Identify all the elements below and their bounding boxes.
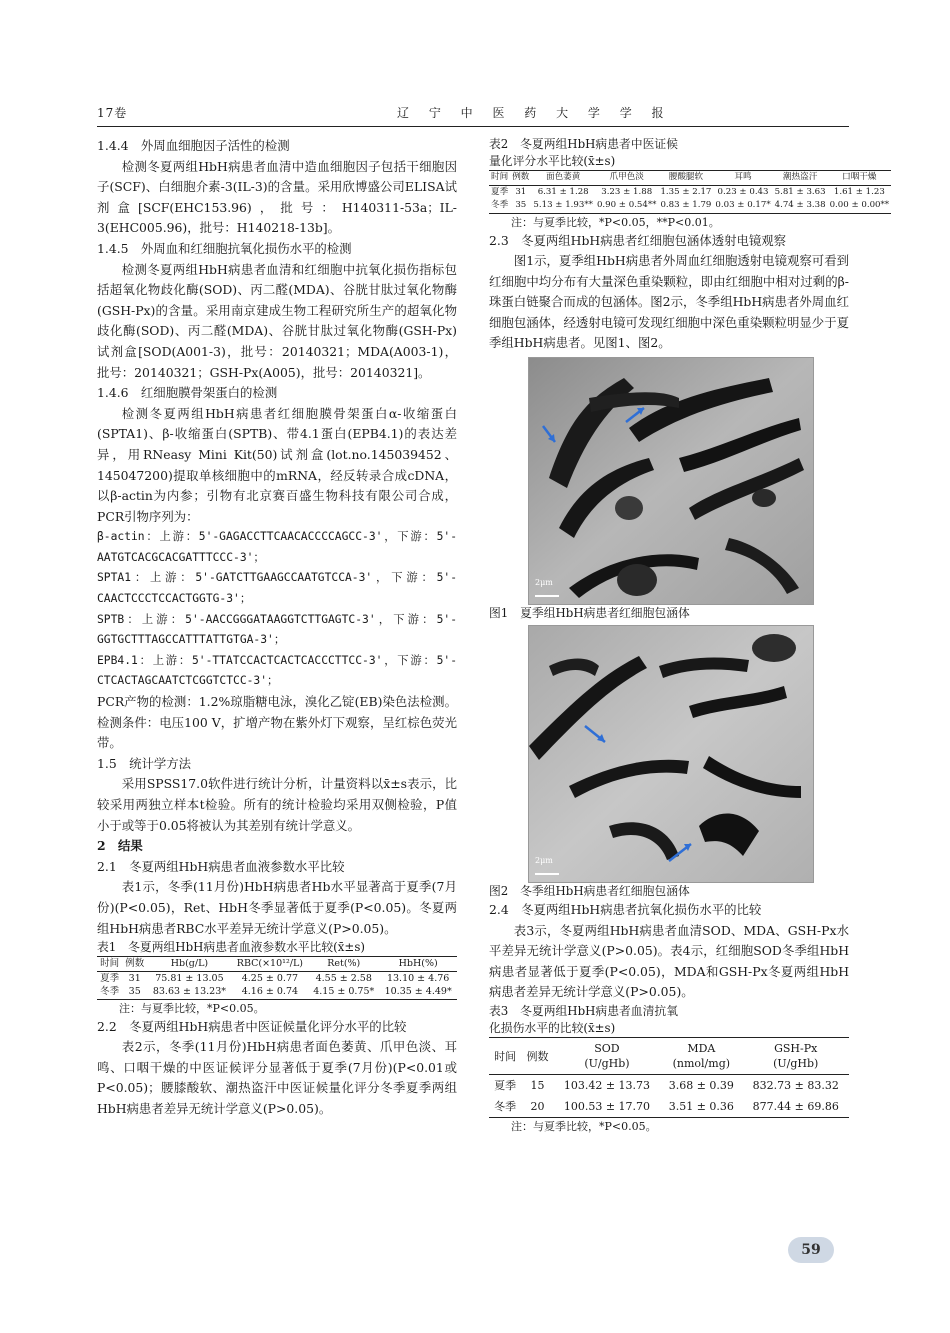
table-cell: 83.63 ± 13.23* bbox=[152, 986, 226, 998]
table-1 bbox=[97, 956, 457, 1000]
mda-unit: (nmol/mg) bbox=[672, 1057, 731, 1071]
right-column bbox=[489, 136, 890, 1135]
section-2-3-title: 2.3 冬夏两组HbH病患者红细胞包涵体透射电镜观察 bbox=[489, 232, 787, 248]
table-cell: 冬季 bbox=[494, 1100, 517, 1114]
table-header-cell: 面色萎黄 bbox=[545, 172, 581, 182]
running-header bbox=[97, 104, 849, 122]
table-cell: 冬季 bbox=[491, 200, 509, 210]
pcr-detection-text: PCR产物的检测：1.2%琼脂糖电泳，溴化乙锭(EB)染色法检测。检测条件：电压100 V，扩增产物在紫外灯下观察，呈红棕色荧光带。 bbox=[97, 694, 457, 751]
table-cell: 13.10 ± 4.76 bbox=[386, 972, 450, 984]
page-number-badge: 59 bbox=[788, 1237, 834, 1263]
table-header-cell: 时间 bbox=[100, 958, 120, 970]
figure-1-image bbox=[529, 358, 813, 604]
gsh-header: GSH-Px bbox=[774, 1042, 818, 1056]
table-header-cell bbox=[554, 1038, 661, 1075]
table-cell: 4.74 ± 3.38 bbox=[774, 200, 826, 210]
table-cell: 0.23 ± 0.43 bbox=[717, 186, 769, 197]
section-2-2-title: 2.2 冬夏两组HbH病患者中医证候量化评分水平的比较 bbox=[97, 1018, 407, 1034]
section-2-4-title: 2.4 冬夏两组HbH病患者抗氧化损伤水平的比较 bbox=[489, 902, 762, 918]
section-1-4-6-title: 1.4.6 红细胞膜骨架蛋白的检测 bbox=[97, 385, 278, 401]
table-header-cell: Hb(g/L) bbox=[170, 958, 209, 970]
table-cell: 3.68 ± 0.39 bbox=[668, 1079, 734, 1093]
table-cell: 15 bbox=[530, 1079, 545, 1093]
table-header-cell: HbH(%) bbox=[398, 958, 438, 970]
table-3-caption: 表3 冬夏两组HbH病患者血清抗氧 bbox=[489, 1004, 678, 1019]
table-2-caption: 表2 冬夏两组HbH病患者中医证候 bbox=[489, 137, 678, 151]
table-cell: 0.90 ± 0.54** bbox=[596, 200, 657, 210]
table-3-note: 注：与夏季比较，*P<0.05。 bbox=[511, 1120, 657, 1134]
table-cell: 4.16 ± 0.74 bbox=[241, 986, 299, 998]
section-1-5-title: 1.5 统计学方法 bbox=[97, 755, 192, 771]
figure-2-caption: 图2 冬季组HbH病患者红细胞包涵体 bbox=[489, 884, 690, 899]
figure-1-scale-label: 2μm bbox=[535, 578, 553, 588]
section-2-4-body: 表3示，冬夏两组HbH病患者血清SOD、MDA、GSH-Px水平差异无统计学意义(P>0.05)。表4示，红细胞SOD冬季组HbH病患者显著低于夏季(P<0.05)，MDA和GSH-Px冬夏两组HbH病患者差异无统计学意义(P>0.05)。 bbox=[489, 922, 849, 1000]
figure-2-image bbox=[529, 626, 813, 882]
journal-name: 辽 宁 中 医 药 大 学 学 报 bbox=[397, 106, 672, 120]
primer-sequence: SPTB：上游：5'-AACCGGGATAAGGTCTTGAGTC-3'，下游：5'-GGTGCTTTAGCCATTTATTGTGA-3'； bbox=[97, 612, 457, 647]
table-header-cell: 时间 bbox=[491, 172, 509, 182]
table-cell: 4.25 ± 0.77 bbox=[241, 972, 299, 984]
table-header-cell: 例数 bbox=[125, 958, 145, 970]
table-cell: 10.35 ± 4.49* bbox=[384, 986, 452, 998]
section-2-1-body: 表1示，冬季(11月份)HbH病患者Hb水平显著高于夏季(7月份)(P<0.05)，Ret、HbH冬季显著低于夏季(P<0.05)。冬夏两组HbH病患者RBC水平差异无统计学意义(P>0.05)。 bbox=[97, 879, 457, 936]
table-cell: 1.61 ± 1.23 bbox=[833, 186, 885, 197]
table-header-cell: RBC(×10¹²/L) bbox=[236, 958, 303, 970]
volume-label: 17卷 bbox=[97, 106, 128, 120]
table-header-cell: 例数 bbox=[512, 172, 530, 182]
table-2-note: 注：与夏季比较，*P<0.05，**P<0.01。 bbox=[511, 215, 720, 229]
table-row bbox=[489, 1096, 849, 1118]
section-1-4-4-title: 1.4.4 外周血细胞因子活性的检测 bbox=[97, 138, 290, 153]
figure-1-micrograph bbox=[528, 357, 814, 605]
table-cell: 冬季 bbox=[100, 986, 120, 998]
table-cell: 夏季 bbox=[100, 972, 120, 984]
table-cell: 0.03 ± 0.17* bbox=[715, 200, 771, 210]
table-cell: 877.44 ± 69.86 bbox=[752, 1100, 839, 1114]
table-cell: 832.73 ± 83.32 bbox=[752, 1079, 839, 1093]
section-2-1-title: 2.1 冬夏两组HbH病患者血液参数水平比较 bbox=[97, 858, 345, 874]
figure-2-micrograph bbox=[528, 625, 814, 883]
figure-1-caption: 图1 夏季组HbH病患者红细胞包涵体 bbox=[489, 606, 690, 621]
table-1-caption: 表1 冬夏两组HbH病患者血液参数水平比较(x̄±s) bbox=[97, 940, 365, 955]
table-cell: 35 bbox=[515, 200, 527, 210]
left-column bbox=[97, 136, 457, 1120]
table-2 bbox=[489, 170, 891, 214]
primer-sequence: SPTA1：上游：5'-GATCTTGAAGCCAATGTCCA-3'，下游：5'-CAACTCCCTCCACTGGTG-3'； bbox=[97, 571, 457, 606]
table-cell: 0.83 ± 1.79 bbox=[660, 200, 712, 210]
table-header-cell: 耳鸣 bbox=[734, 172, 752, 182]
table-header-cell: 潮热盗汗 bbox=[782, 172, 818, 182]
section-1-5-body: 采用SPSS17.0软件进行统计分析，计量资料以x̄±s表示，比较采用两独立样本t检验。所有的统计检验均采用双侧检验，P值小于或等于0.05将被认为其差别有统计学意义。 bbox=[97, 776, 457, 833]
table-row bbox=[489, 1075, 849, 1097]
table-cell: 103.42 ± 13.73 bbox=[563, 1079, 651, 1093]
table-cell: 1.35 ± 2.17 bbox=[660, 186, 712, 197]
table-cell: 4.55 ± 2.58 bbox=[315, 972, 372, 984]
table-header-cell: Ret(%) bbox=[327, 958, 361, 970]
section-2-3-body: 图1示，夏季组HbH病患者外周血红细胞透射电镜观察可看到红细胞中均分布有大量深色重染颗粒，即由红细胞中相对过剩的β-珠蛋白链聚合而成的包涵体。图2示，冬季组HbH病患者外周血红细胞包涵体，经透射电镜可发现红细胞中深色重染颗粒明显少于夏季组HbH病患者。见图1、图2。 bbox=[489, 253, 849, 351]
table-cell: 夏季 bbox=[491, 186, 509, 197]
table-header-cell: 腰酸腿软 bbox=[668, 172, 704, 182]
table-cell: 20 bbox=[530, 1100, 545, 1114]
gsh-unit: (U/gHb) bbox=[773, 1057, 819, 1071]
table-row bbox=[489, 199, 891, 213]
section-1-4-5-title: 1.4.5 外周血和红细胞抗氧化损伤水平的检测 bbox=[97, 240, 352, 256]
section-2-title: 2 结果 bbox=[97, 838, 143, 854]
table-cell: 75.81 ± 13.05 bbox=[155, 972, 224, 984]
table-cell: 0.00 ± 0.00** bbox=[829, 200, 890, 210]
section-1-4-5-body: 检测冬夏两组HbH病患者血清和红细胞中抗氧化损伤指标包括超氧化物歧化酶(SOD)、丙二醛(MDA)、谷胱甘肽过氧化物酶(GSH-Px)的含量。采用南京建成生物工程研究所生产的超氧化物歧化酶(SOD)、丙二醛(MDA)、谷胱甘肽过氧化物酶(GSH-Px)试剂盒[SOD(A001-3)，批号：20140321；MDA(A003-1)，批号：20140321；GSH-Px(A005)，批号：20140321]。 bbox=[97, 261, 457, 380]
table-3-caption-line-2: 化损伤水平的比较(x̄±s) bbox=[489, 1021, 616, 1036]
table-cell: 6.31 ± 1.28 bbox=[537, 186, 589, 197]
table-header-cell: 时间 bbox=[494, 1049, 517, 1063]
table-row bbox=[97, 985, 457, 999]
table-cell: 35 bbox=[128, 986, 141, 998]
section-1-4-4-body: 检测冬夏两组HbH病患者血清中造血细胞因子包括干细胞因子(SCF)、白细胞介素-3(IL-3)的含量。采用欣博盛公司ELISA试剂盒[SCF(EHC153.96)，批号：H140311-53a；IL-3(EHC005.96)，批号：H140218-13b]。 bbox=[97, 158, 457, 236]
table-cell: 3.23 ± 1.88 bbox=[601, 186, 653, 197]
table-3 bbox=[489, 1037, 849, 1118]
table-cell: 3.51 ± 0.36 bbox=[668, 1100, 734, 1114]
primer-sequence: β-actin：上游：5'-GAGACCTTCAACACCCCAGCC-3'，下游：5'-AATGTCACGCACGATTTCCC-3'； bbox=[97, 530, 457, 564]
table-header-cell bbox=[660, 1038, 742, 1075]
table-cell: 5.13 ± 1.93** bbox=[533, 200, 593, 210]
figure-2-scale-label: 2μm bbox=[535, 856, 553, 866]
table-row bbox=[489, 185, 891, 199]
table-header-cell: 口咽干燥 bbox=[842, 172, 877, 182]
table-cell: 31 bbox=[515, 186, 527, 197]
section-2-2-body: 表2示，冬季(11月份)HbH病患者面色萎黄、爪甲色淡、耳鸣、口咽干燥的中医证候评分显著低于夏季(7月份)(P<0.01或P<0.05)；腰膝酸软、潮热盗汗中医证候量化评分冬季夏季两组HbH病患者差异无统计学意义(P>0.05)。 bbox=[97, 1039, 457, 1117]
table-header-cell: 爪甲色淡 bbox=[609, 172, 644, 182]
table-header-cell bbox=[742, 1038, 849, 1075]
primer-sequence: EPB4.1：上游：5'-TTATCCACTCACTCACCCTTCC-3'，下游：5'-CTCACTAGCAATCTCGGTCTCC-3'； bbox=[97, 653, 457, 688]
table-row bbox=[97, 971, 457, 985]
section-1-4-6-body: 检测冬夏两组HbH病患者红细胞膜骨架蛋白α-收缩蛋白(SPTA1)、β-收缩蛋白(SPTB)、带4.1蛋白(EPB4.1)的表达差异，用RNeasy Mini Kit(50)试剂盒(lot.no.145039452、145047200)提取单核细胞中的mRNA，经反转录合成cDNA，以β-actin为内参；引物有北京赛百盛生物科技有限公司合成，PCR引物序列为： bbox=[97, 405, 457, 524]
sod-header: SOD bbox=[594, 1042, 620, 1056]
mda-header: MDA bbox=[687, 1042, 716, 1056]
table-cell: 100.53 ± 17.70 bbox=[563, 1100, 651, 1114]
table-cell: 夏季 bbox=[494, 1079, 517, 1093]
table-cell: 5.81 ± 3.63 bbox=[774, 186, 826, 197]
header-rule bbox=[97, 126, 849, 127]
table-1-note: 注：与夏季比较，*P<0.05。 bbox=[119, 1001, 265, 1015]
table-2-caption-line-2: 量化评分水平比较(x̄±s) bbox=[489, 154, 616, 168]
sod-unit: (U/gHb) bbox=[584, 1057, 630, 1071]
table-cell: 4.15 ± 0.75* bbox=[313, 986, 375, 998]
table-header-cell: 例数 bbox=[526, 1049, 549, 1063]
table-cell: 31 bbox=[128, 972, 141, 984]
